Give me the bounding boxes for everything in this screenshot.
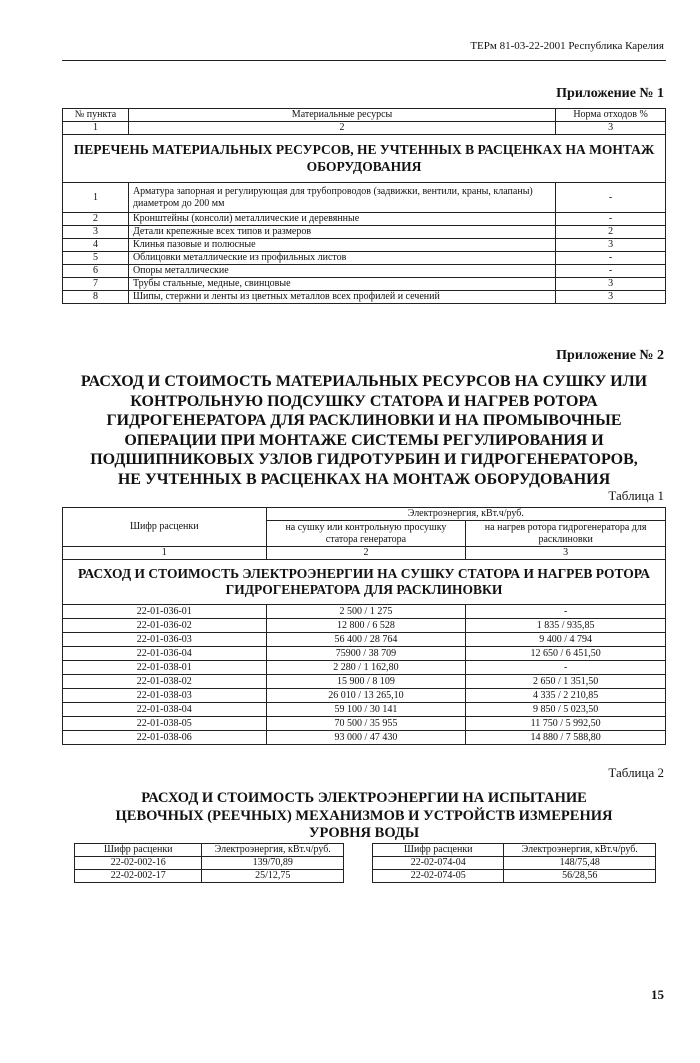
row-energy: 148/75,48: [504, 857, 656, 870]
row-dry: 2 500 / 1 275: [266, 605, 466, 619]
appendix-2-title: РАСХОД И СТОИМОСТЬ МАТЕРИАЛЬНЫХ РЕСУРСОВ НА СУШКУ ИЛИ КОНТРОЛЬНУЮ ПОДСУШКУ СТАТОРА И НАГРЕВ РОТОРА ГИДРОГЕНЕРАТОРА ДЛЯ РАСКЛИНОВКИ И НА ПРОМЫВОЧНЫЕ ОПЕРАЦИИ ПРИ МОНТАЖЕ СИСТЕМЫ РЕГУЛИРОВАНИЯ И ПОДШИПНИКОВЫХ УЗЛОВ ГИДРОТУРБИН И ГИДРОГЕНЕРАТОРОВ, НЕ УЧТЕННЫХ В РАСЦЕНКАХ НА МОНТАЖ ОБОРУДОВАНИЯ: [80, 373, 648, 488]
table-row: [63, 689, 666, 703]
row-heat: 11 750 / 5 992,50: [466, 717, 666, 731]
row-num: 3: [63, 226, 129, 239]
row-dry: 2 280 / 1 162,80: [266, 661, 466, 675]
row-energy: 56/28,56: [504, 870, 656, 883]
table-1-section-title: РАСХОД И СТОИМОСТЬ ЭЛЕКТРОЭНЕРГИИ НА СУШКУ СТАТОРА И НАГРЕВ РОТОРА ГИДРОГЕНЕРАТОРА ДЛЯ РАСКЛИНОВКИ: [63, 560, 666, 605]
row-code: 22-02-074-04: [373, 857, 504, 870]
row-code: 22-01-038-03: [63, 689, 267, 703]
row-heat: 1 835 / 935,85: [466, 619, 666, 633]
table-2-left: [74, 843, 344, 883]
table-1-label: Таблица 1: [608, 488, 664, 503]
row-code: 22-01-036-03: [63, 633, 267, 647]
row-num: 7: [63, 278, 129, 291]
table-2-title: РАСХОД И СТОИМОСТЬ ЭЛЕКТРОЭНЕРГИИ НА ИСПЫТАНИЕ ЦЕВОЧНЫХ (РЕЕЧНЫХ) МЕХАНИЗМОВ И УСТРОЙСТВ ИЗМЕРЕНИЯ УРОВНЯ ВОДЫ: [115, 790, 613, 842]
table-row: [63, 213, 666, 226]
table-row: [63, 703, 666, 717]
row-dry: 56 400 / 28 764: [266, 633, 466, 647]
col-number-1: 1: [63, 122, 129, 135]
row-num: 5: [63, 252, 129, 265]
row-dry: 59 100 / 30 141: [266, 703, 466, 717]
row-dry: 12 800 / 6 528: [266, 619, 466, 633]
row-dry: 75900 / 38 709: [266, 647, 466, 661]
row-code: 22-01-036-01: [63, 605, 267, 619]
table-row: [63, 239, 666, 252]
table-row: [63, 647, 666, 661]
row-heat: 2 650 / 1 351,50: [466, 675, 666, 689]
row-resource: Опоры металлические: [128, 265, 555, 278]
row-code: 22-02-002-17: [75, 870, 202, 883]
row-code: 22-01-038-05: [63, 717, 267, 731]
table-row: [63, 619, 666, 633]
table-2-left-header-code: Шифр расценки: [75, 844, 202, 857]
table-row: [75, 870, 344, 883]
row-resource: Клинья пазовые и полюсные: [128, 239, 555, 252]
table-row: [63, 731, 666, 745]
table-row: [63, 605, 666, 619]
appendix-2-label: Приложение № 2: [556, 348, 664, 363]
row-heat: 12 650 / 6 451,50: [466, 647, 666, 661]
table-1-col-number-3: 3: [466, 547, 666, 560]
row-norm: -: [556, 183, 666, 213]
table-1-col-number-1: 1: [63, 547, 267, 560]
table-1-header-dry: на сушку или контрольную просушку статора генератора: [266, 521, 466, 547]
table-row: [63, 183, 666, 213]
row-dry: 93 000 / 47 430: [266, 731, 466, 745]
row-code: 22-01-036-04: [63, 647, 267, 661]
table-1-header-code: Шифр расценки: [63, 508, 267, 547]
col-number-3: 3: [556, 122, 666, 135]
row-norm: 3: [556, 291, 666, 304]
row-code: 22-01-038-01: [63, 661, 267, 675]
row-resource: Трубы стальные, медные, свинцовые: [128, 278, 555, 291]
row-resource: Кронштейны (консоли) металлические и деревянные: [128, 213, 555, 226]
table-row: [63, 717, 666, 731]
table-row: [63, 661, 666, 675]
row-dry: 15 900 / 8 109: [266, 675, 466, 689]
row-num: 1: [63, 183, 129, 213]
row-norm: 3: [556, 239, 666, 252]
row-heat: 9 850 / 5 023,50: [466, 703, 666, 717]
row-norm: 2: [556, 226, 666, 239]
col-header-number: № пункта: [63, 109, 129, 122]
row-num: 6: [63, 265, 129, 278]
col-number-2: 2: [128, 122, 555, 135]
appendix-1-label: Приложение № 1: [556, 86, 664, 101]
table-1-col-number-2: 2: [266, 547, 466, 560]
row-energy: 139/70,89: [202, 857, 344, 870]
row-num: 4: [63, 239, 129, 252]
row-code: 22-01-036-02: [63, 619, 267, 633]
row-heat: 9 400 / 4 794: [466, 633, 666, 647]
table-row: [63, 226, 666, 239]
page-number: 15: [651, 987, 664, 1002]
row-heat: 14 880 / 7 588,80: [466, 731, 666, 745]
table-row: [63, 252, 666, 265]
table-1-header-energy: Электроэнергия, кВт.ч/руб.: [266, 508, 665, 521]
col-header-resources: Материальные ресурсы: [128, 109, 555, 122]
header-rule: [62, 60, 666, 61]
row-resource: Детали крепежные всех типов и размеров: [128, 226, 555, 239]
appendix-1-table: [62, 108, 666, 304]
row-num: 8: [63, 291, 129, 304]
table-row: [75, 857, 344, 870]
row-norm: -: [556, 213, 666, 226]
row-resource: Арматура запорная и регулирующая для трубопроводов (задвижки, вентили, краны, клапаны) диаметром до 200 мм: [128, 183, 555, 213]
row-code: 22-02-074-05: [373, 870, 504, 883]
row-norm: -: [556, 265, 666, 278]
table-row: [373, 857, 656, 870]
col-header-norm: Норма отходов %: [556, 109, 666, 122]
table-row: [63, 278, 666, 291]
table-row: [373, 870, 656, 883]
table-row: [63, 633, 666, 647]
table-row: [63, 265, 666, 278]
row-code: 22-01-038-06: [63, 731, 267, 745]
appendix-1-section-title: ПЕРЕЧЕНЬ МАТЕРИАЛЬНЫХ РЕСУРСОВ, НЕ УЧТЕННЫХ В РАСЦЕНКАХ НА МОНТАЖ ОБОРУДОВАНИЯ: [63, 135, 666, 183]
row-norm: -: [556, 252, 666, 265]
table-2-right: [372, 843, 656, 883]
row-energy: 25/12,75: [202, 870, 344, 883]
row-resource: Облицовки металлические из профильных листов: [128, 252, 555, 265]
row-dry: 70 500 / 35 955: [266, 717, 466, 731]
table-2-left-header-energy: Электроэнергия, кВт.ч/руб.: [202, 844, 344, 857]
table-row: [63, 675, 666, 689]
table-1-header-heat: на нагрев ротора гидрогенератора для расклиновки: [466, 521, 666, 547]
row-heat: -: [466, 661, 666, 675]
document-code: ТЕРм 81-03-22-2001 Республика Карелия: [470, 40, 664, 52]
row-code: 22-01-038-04: [63, 703, 267, 717]
row-resource: Шипы, стержни и ленты из цветных металлов всех профилей и сечений: [128, 291, 555, 304]
table-2-right-header-energy: Электроэнергия, кВт.ч/руб.: [504, 844, 656, 857]
table-row: [63, 291, 666, 304]
table-1: [62, 507, 666, 745]
table-2-label: Таблица 2: [608, 765, 664, 780]
table-2-right-header-code: Шифр расценки: [373, 844, 504, 857]
row-dry: 26 010 / 13 265,10: [266, 689, 466, 703]
row-code: 22-02-002-16: [75, 857, 202, 870]
row-num: 2: [63, 213, 129, 226]
row-heat: -: [466, 605, 666, 619]
row-heat: 4 335 / 2 210,85: [466, 689, 666, 703]
row-norm: 3: [556, 278, 666, 291]
row-code: 22-01-038-02: [63, 675, 267, 689]
